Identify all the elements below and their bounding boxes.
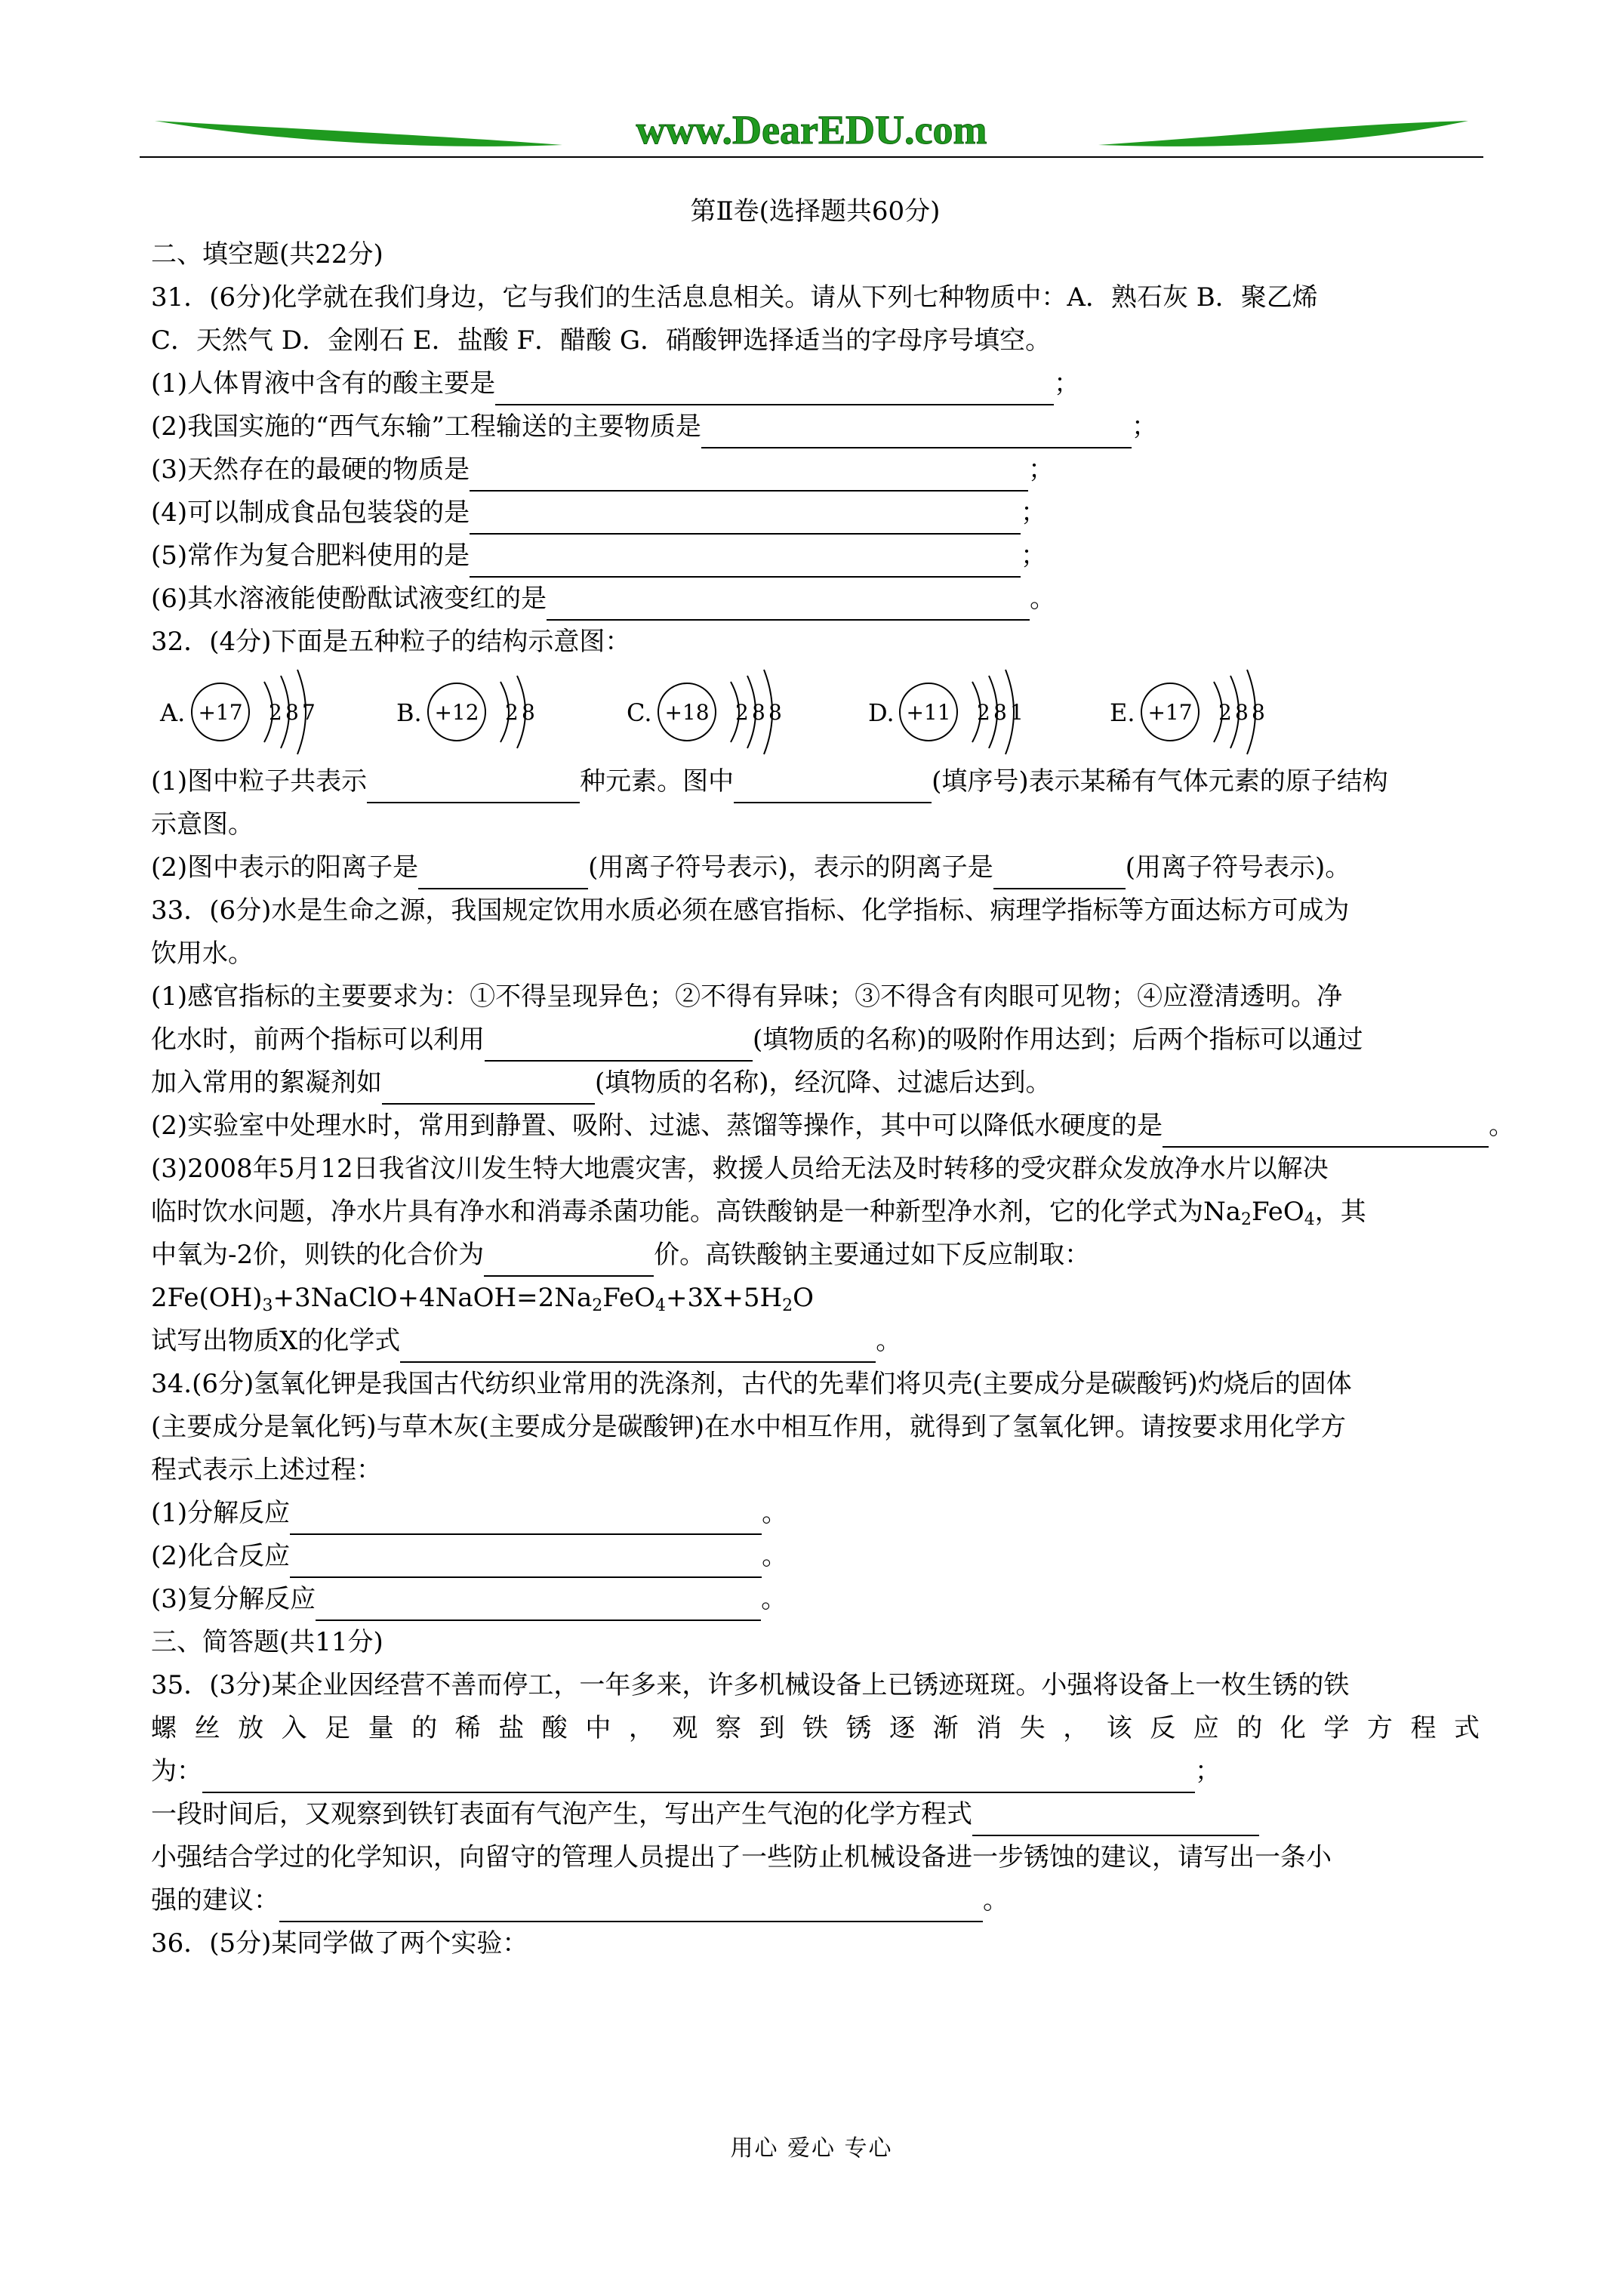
q35-line3: 为： ；: [151, 1750, 1480, 1793]
answer-blank[interactable]: [470, 504, 1021, 535]
q33-part3-line3: 中氧为-2价，则铁的化合价为 价。高铁酸钠主要通过如下反应制取：: [151, 1234, 1480, 1277]
electron-count: 2: [735, 700, 749, 725]
q33-part2: (2)实验室中处理水时，常用到静置、吸附、过滤、蒸馏等操作，其中可以降低水硬度的是 。: [151, 1105, 1480, 1148]
q31-item-2: (2)我国实施的“西气东输”工程输送的主要物质是 ；: [151, 405, 1480, 448]
header-swoosh-graphic: [140, 106, 1483, 166]
q33-part3-line4: 试写出物质X的化学式 。: [151, 1320, 1480, 1363]
answer-blank[interactable]: [470, 461, 1028, 492]
q34-stem-line2: (主要成分是氧化钙)与草木灰(主要成分是碳酸钾)在水中相互作用，就得到了氢氧化钾。请按要求用化学方: [151, 1412, 1347, 1442]
q31-item-5: (5)常作为复合肥料使用的是 ；: [151, 535, 1480, 578]
q31-item-6: (6)其水溶液能使酚酞试液变红的是 。: [151, 578, 1480, 621]
electron-count: 1: [1010, 700, 1024, 725]
q35-line2: 螺丝放入足量的稀盐酸中，观察到铁锈逐渐消失，该反应的化学方程式: [151, 1713, 1480, 1743]
answer-blank[interactable]: [484, 1247, 654, 1277]
answer-blank[interactable]: [382, 1074, 595, 1105]
q31-stem-line1: 31．(6分)化学就在我们身边，它与我们的生活息息相关。请从下列七种物质中：A．熟石灰 B．聚乙烯: [151, 282, 1318, 313]
electron-count: 8: [285, 700, 299, 725]
atom-label: C.: [627, 698, 652, 727]
answer-blank[interactable]: [972, 1806, 1259, 1836]
electron-count: 8: [1252, 700, 1265, 725]
site-logo-text: www.DearEDU.com: [636, 107, 987, 153]
nucleus-charge: +17: [1147, 700, 1193, 725]
atom-label: A.: [160, 698, 186, 727]
answer-blank[interactable]: [547, 590, 1030, 621]
electron-count: 7: [302, 700, 316, 725]
answer-blank[interactable]: [400, 1333, 876, 1363]
q32-part1-cont: 示意图。: [151, 809, 254, 840]
q32-part1: (1)图中粒子共表示 种元素。图中 (填序号)表示某稀有气体元素的原子结构: [151, 760, 1480, 803]
q35-line4: 一段时间后，又观察到铁钉表面有气泡产生，写出产生气泡的化学方程式: [151, 1793, 1480, 1836]
nucleus-charge: +11: [906, 700, 951, 725]
electron-count: 8: [768, 700, 782, 725]
q34-stem-line1: 34.(6分)氢氧化钾是我国古代纺织业常用的洗涤剂，古代的先辈们将贝壳(主要成分是碳酸钙)灼烧后的固体: [151, 1369, 1352, 1399]
answer-blank[interactable]: [1163, 1117, 1489, 1148]
q34-item-3: (3)复分解反应 。: [151, 1578, 1480, 1621]
atom-diagram-d: [868, 670, 1024, 754]
q33-part3-line2: 临时饮水问题，净水片具有净水和消毒杀菌功能。高铁酸钠是一种新型净水剂，它的化学式为$Na_2FeO_4$，其: [151, 1197, 1366, 1229]
answer-blank[interactable]: [290, 1548, 762, 1578]
section-heading-short-answer: 三、简答题(共11分): [151, 1627, 383, 1657]
q33-part1-line2: 化水时，前两个指标可以利用 (填物质的名称)的吸附作用达到；后两个指标可以通过: [151, 1019, 1480, 1062]
answer-blank[interactable]: [485, 1031, 753, 1062]
q31-item-3: (3)天然存在的最硬的物质是 ；: [151, 448, 1480, 492]
electron-count: 8: [522, 700, 535, 725]
answer-blank[interactable]: [993, 859, 1126, 889]
answer-blank[interactable]: [701, 418, 1132, 448]
site-header-banner: [140, 106, 1483, 166]
section-heading-fill-blank: 二、填空题(共22分): [151, 239, 383, 270]
answer-blank[interactable]: [734, 773, 932, 803]
answer-blank[interactable]: [279, 1892, 983, 1922]
q33-part1-line1: (1)感官指标的主要要求为：①不得呈现异色；②不得有异味；③不得含有肉眼可见物；④应澄清透明。净: [151, 982, 1343, 1012]
atom-label: E.: [1110, 698, 1135, 727]
electron-count: 8: [1235, 700, 1249, 725]
answer-blank[interactable]: [202, 1763, 1195, 1793]
atom-diagram-e: [1110, 670, 1265, 754]
answer-blank[interactable]: [290, 1505, 762, 1535]
nucleus-charge: +12: [434, 700, 479, 725]
q33-equation: $2Fe(OH)_3+3NaClO+4NaOH=2Na_2FeO_4+3X+5H_2O$: [151, 1283, 814, 1315]
atom-label: D.: [868, 698, 895, 727]
answer-blank[interactable]: [470, 547, 1021, 578]
q33-stem-line1: 33．(6分)水是生命之源，我国规定饮用水质必须在感官指标、化学指标、病理学指标等方面达标方可成为: [151, 895, 1350, 926]
atom-label: B.: [396, 698, 422, 727]
electron-count: 2: [1218, 700, 1232, 725]
exam-content: [151, 190, 1515, 1965]
answer-blank[interactable]: [418, 859, 588, 889]
q31-item-4: (4)可以制成食品包装袋的是 ；: [151, 492, 1480, 535]
q32-part2: (2)图中表示的阳离子是 (用离子符号表示)，表示的阴离子是 (用离子符号表示)。: [151, 846, 1480, 889]
q33-part1-line3: 加入常用的絮凝剂如 (填物质的名称)，经沉降、过滤后达到。: [151, 1062, 1480, 1105]
answer-blank[interactable]: [367, 773, 580, 803]
electron-count: 2: [269, 700, 282, 725]
q34-item-1: (1)分解反应 。: [151, 1492, 1480, 1535]
nucleus-charge: +17: [198, 700, 243, 725]
q35-line1: 35．(3分)某企业因经营不善而停工，一年多来，许多机械设备上已锈迹斑斑。小强将设备上一枚生锈的铁: [151, 1670, 1350, 1700]
nucleus-charge: +18: [664, 700, 710, 725]
q31-item-1: (1)人体胃液中含有的酸主要是 ；: [151, 362, 1480, 405]
q31-stem-line2: C．天然气 D．金刚石 E．盐酸 F．醋酸 G．硝酸钾选择适当的字母序号填空。: [151, 325, 1052, 356]
q35-line6: 强的建议： 。: [151, 1879, 1480, 1922]
q33-stem-line2: 饮用水。: [151, 938, 254, 969]
q35-line5: 小强结合学过的化学知识，向留守的管理人员提出了一些防止机械设备进一步锈蚀的建议，请写出一条小: [151, 1842, 1332, 1872]
page-footer: 用心 爱心 专心: [730, 2135, 893, 2162]
q36-stem: 36．(5分)某同学做了两个实验：: [151, 1928, 528, 1959]
atom-diagram-svg: [151, 664, 1480, 760]
atom-diagram-b: [396, 676, 535, 748]
atom-structure-diagrams: [151, 664, 1480, 760]
q33-part3-line1: (3)2008年5月12日我省汶川发生特大地震灾害，救援人员给无法及时转移的受灾群众发放净水片以解决: [151, 1154, 1329, 1184]
electron-count: 8: [752, 700, 765, 725]
electron-count: 2: [977, 700, 990, 725]
q32-stem: 32．(4分)下面是五种粒子的结构示意图：: [151, 627, 631, 657]
electron-count: 2: [505, 700, 519, 725]
atom-diagram-a: [159, 670, 316, 754]
electron-count: 8: [993, 700, 1007, 725]
answer-blank[interactable]: [495, 375, 1054, 405]
atom-diagram-c: [627, 670, 782, 754]
paper-title: 第Ⅱ卷(选择题共60分): [690, 196, 941, 227]
q34-stem-line3: 程式表示上述过程：: [151, 1455, 382, 1485]
q34-item-2: (2)化合反应 。: [151, 1535, 1480, 1578]
answer-blank[interactable]: [316, 1591, 761, 1621]
